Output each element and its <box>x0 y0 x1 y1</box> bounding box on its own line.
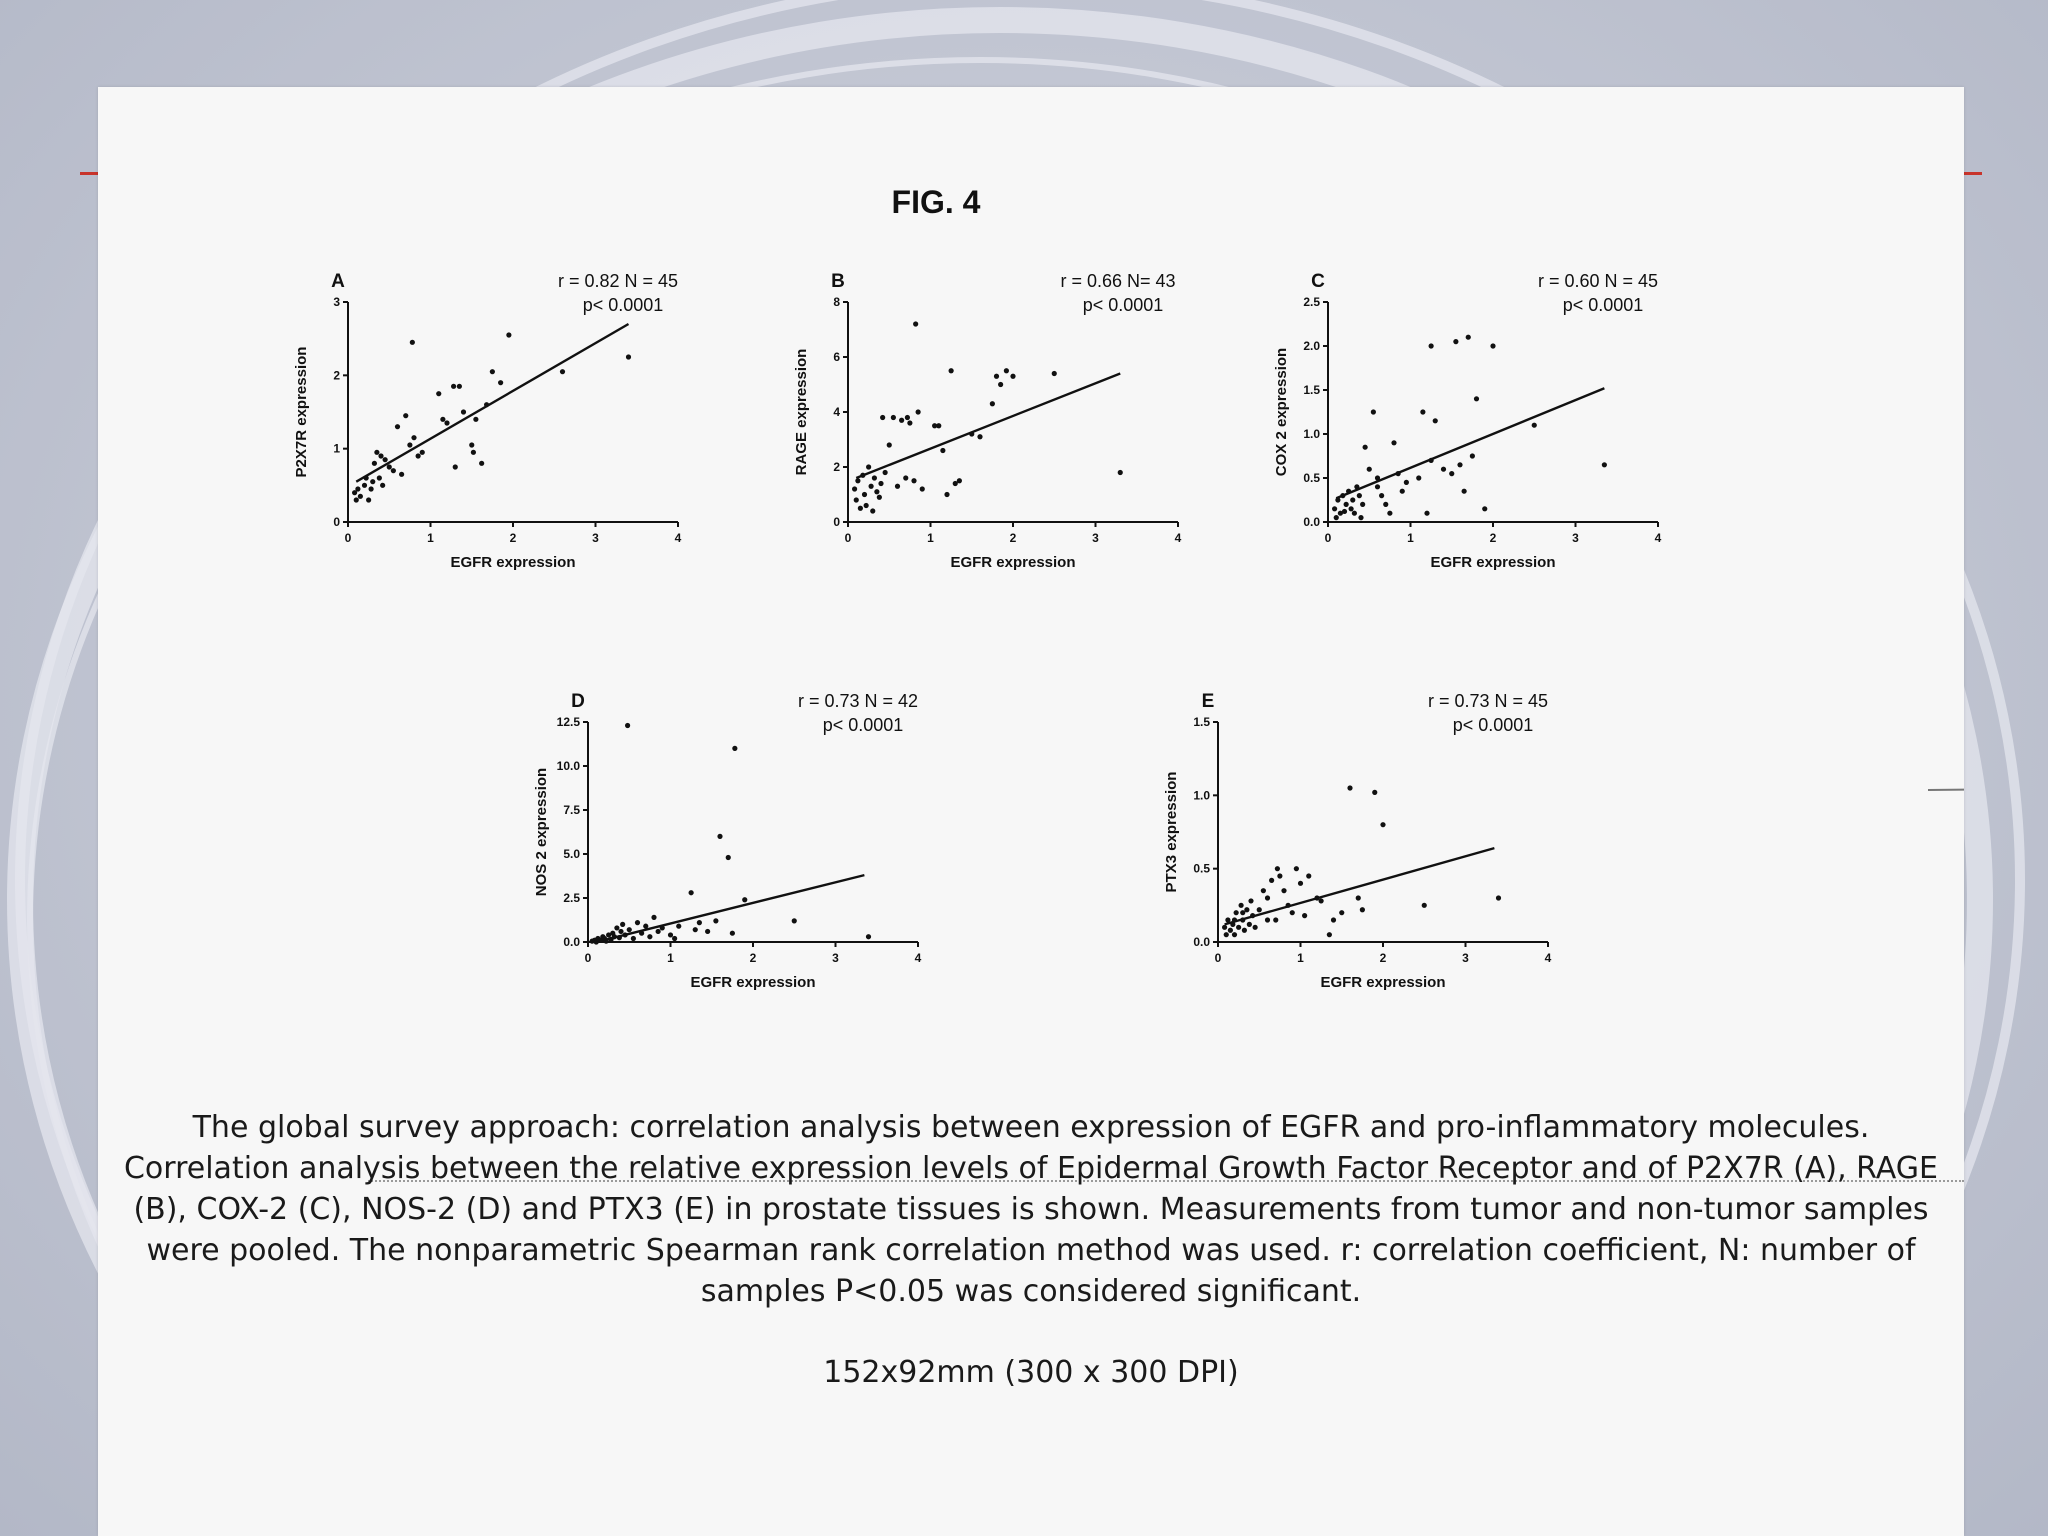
chart-b-data-point <box>957 478 962 483</box>
figure-caption <box>118 1107 1944 1393</box>
chart-d-data-point <box>631 936 636 941</box>
chart-a-data-point <box>399 472 404 477</box>
chart-c-x-tick-label: 3 <box>1572 531 1579 545</box>
chart-b-data-point <box>891 415 896 420</box>
chart-a-x-tick-label: 2 <box>509 531 517 545</box>
chart-e-data-point <box>1360 907 1365 912</box>
chart-c-data-point <box>1334 515 1339 520</box>
chart-c-data-point <box>1357 493 1362 498</box>
chart-d-data-point <box>713 918 718 923</box>
chart-a-x-tick-label: 0 <box>344 531 352 545</box>
chart-c-x-tick-label: 4 <box>1654 531 1662 545</box>
chart-a-data-point <box>358 494 363 499</box>
chart-c-x-tick-label: 2 <box>1489 531 1497 545</box>
chart-c-data-point <box>1424 511 1429 516</box>
chart-d-y-tick-label: 0.0 <box>563 935 580 949</box>
chart-d-data-point <box>643 924 648 929</box>
chart-e-data-point <box>1239 903 1244 908</box>
chart-c-y-axis-label: COX 2 expression <box>1273 347 1290 477</box>
scan-artifact <box>1928 787 1964 793</box>
chart-b-data-point <box>862 492 867 497</box>
chart-d-y-tick-label: 2.5 <box>563 891 580 905</box>
chart-e-data-point <box>1261 888 1266 893</box>
chart-b-data-point <box>870 508 875 513</box>
chart-b-data-point <box>936 423 941 428</box>
chart-b-stat-r: r = 0.66 N= 43 <box>1060 271 1176 291</box>
chart-e-y-tick-label: 0.0 <box>1193 935 1210 949</box>
chart-b-y-tick-label: 6 <box>833 350 840 364</box>
chart-panel-e <box>1118 687 1668 1032</box>
chart-e-stat-p: p< 0.0001 <box>1452 715 1534 735</box>
slide-accent-mark-right <box>1964 172 1982 175</box>
chart-c-data-point <box>1602 462 1607 467</box>
chart-a-x-axis-label: EGFR expression <box>450 554 576 571</box>
chart-b-data-point <box>855 478 860 483</box>
chart-b-data-point <box>1010 374 1015 379</box>
chart-c-stat-p: p< 0.0001 <box>1562 295 1644 315</box>
chart-d-data-point <box>617 935 622 940</box>
chart-c-data-point <box>1335 497 1340 502</box>
chart-a-data-point <box>560 369 565 374</box>
chart-a-data-point <box>378 453 383 458</box>
chart-c-x-axis-label: EGFR expression <box>1430 554 1556 571</box>
chart-e-data-point <box>1298 881 1303 886</box>
chart-b-data-point <box>883 470 888 475</box>
chart-a-data-point <box>354 497 359 502</box>
chart-a-data-point <box>498 380 503 385</box>
chart-a-data-point <box>411 435 416 440</box>
chart-b-data-point <box>872 475 877 480</box>
chart-b-panel-letter: B <box>831 271 845 292</box>
chart-a-y-tick-label: 0 <box>333 515 340 529</box>
chart-b-data-point <box>903 475 908 480</box>
chart-c-data-point <box>1404 480 1409 485</box>
chart-d-data-point <box>866 934 871 939</box>
chart-a-data-point <box>444 420 449 425</box>
chart-a-x-tick-label: 4 <box>674 531 682 545</box>
chart-c-stat-r: r = 0.60 N = 45 <box>1537 271 1659 291</box>
chart-e-data-point <box>1253 925 1258 930</box>
chart-e-data-point <box>1290 910 1295 915</box>
chart-a-data-point <box>366 497 371 502</box>
chart-a-data-point <box>380 483 385 488</box>
chart-b-data-point <box>895 484 900 489</box>
chart-e-y-tick-label: 1.5 <box>1193 715 1210 729</box>
chart-b-data-point <box>858 506 863 511</box>
chart-c-data-point <box>1490 343 1495 348</box>
chart-c-data-point <box>1350 497 1355 502</box>
chart-e-data-point <box>1240 917 1245 922</box>
chart-e-data-point <box>1224 932 1229 937</box>
chart-d-data-point <box>668 932 673 937</box>
chart-a-y-axis-label: P2X7R expression <box>293 346 310 478</box>
chart-a-data-point <box>420 450 425 455</box>
chart-e-svg <box>1118 687 1668 1027</box>
chart-b-data-point <box>880 415 885 420</box>
chart-a-data-point <box>469 442 474 447</box>
chart-b-data-point <box>969 431 974 436</box>
chart-a-stat-r: r = 0.82 N = 45 <box>557 271 679 291</box>
chart-d-data-point <box>732 746 737 751</box>
chart-e-data-point <box>1277 873 1282 878</box>
chart-b-data-point <box>920 486 925 491</box>
chart-d-data-point <box>627 927 632 932</box>
chart-c-data-point <box>1363 445 1368 450</box>
chart-c-data-point <box>1532 423 1537 428</box>
chart-d-x-tick-label: 2 <box>749 951 757 965</box>
chart-e-data-point <box>1222 925 1227 930</box>
chart-b-x-tick-label: 2 <box>1009 531 1017 545</box>
chart-c-data-point <box>1383 502 1388 507</box>
chart-b-data-point <box>877 495 882 500</box>
chart-a-data-point <box>372 461 377 466</box>
chart-a-data-point <box>374 450 379 455</box>
chart-e-data-point <box>1372 790 1377 795</box>
chart-e-y-axis-label: PTX3 expression <box>1163 771 1180 893</box>
chart-c-data-point <box>1349 506 1354 511</box>
chart-a-svg <box>248 267 798 607</box>
chart-c-y-tick-label: 0.0 <box>1303 515 1320 529</box>
chart-d-stat-p: p< 0.0001 <box>822 715 904 735</box>
chart-e-data-point <box>1286 903 1291 908</box>
chart-e-data-point <box>1306 873 1311 878</box>
chart-d-y-tick-label: 5.0 <box>563 847 580 861</box>
chart-c-data-point <box>1462 489 1467 494</box>
chart-d-svg <box>488 687 1038 1027</box>
chart-e-data-point <box>1339 910 1344 915</box>
chart-c-panel-letter: C <box>1311 271 1325 292</box>
scanned-figure-page <box>98 87 1964 1536</box>
chart-e-y-tick-label: 1.0 <box>1193 788 1210 803</box>
chart-b-data-point <box>916 409 921 414</box>
chart-b-data-point <box>1004 368 1009 373</box>
chart-e-x-tick-label: 0 <box>1214 951 1222 965</box>
chart-a-data-point <box>383 457 388 462</box>
chart-e-data-point <box>1380 822 1385 827</box>
chart-c-data-point <box>1482 506 1487 511</box>
chart-e-data-point <box>1232 917 1237 922</box>
caption-size: 152x92mm (300 x 300 DPI) <box>823 1355 1239 1390</box>
chart-b-y-tick-label: 2 <box>833 460 840 474</box>
chart-b-x-tick-label: 1 <box>927 531 934 545</box>
chart-e-data-point <box>1250 913 1255 918</box>
chart-b-data-point <box>874 489 879 494</box>
chart-c-y-tick-label: 1.0 <box>1303 427 1320 441</box>
chart-a-data-point <box>440 417 445 422</box>
chart-e-data-point <box>1347 785 1352 790</box>
chart-d-data-point <box>693 927 698 932</box>
chart-a-data-point <box>410 340 415 345</box>
chart-d-y-axis-label: NOS 2 expression <box>533 767 550 897</box>
chart-e-data-point <box>1265 917 1270 922</box>
chart-e-x-tick-label: 4 <box>1544 951 1552 965</box>
chart-a-data-point <box>391 468 396 473</box>
chart-e-panel-letter: E <box>1201 691 1215 712</box>
chart-d-data-point <box>730 931 735 936</box>
chart-d-data-point <box>792 918 797 923</box>
chart-a-data-point <box>407 442 412 447</box>
chart-c-data-point <box>1375 475 1380 480</box>
chart-c-data-point <box>1474 396 1479 401</box>
chart-b-data-point <box>887 442 892 447</box>
chart-b-data-point <box>864 503 869 508</box>
chart-d-data-point <box>612 934 617 939</box>
chart-b-data-point <box>977 434 982 439</box>
chart-d-x-tick-label: 0 <box>584 951 592 965</box>
chart-b-data-point <box>944 492 949 497</box>
chart-e-data-point <box>1269 878 1274 883</box>
chart-c-data-point <box>1453 339 1458 344</box>
chart-c-fit-line <box>1336 388 1604 498</box>
chart-panel-a <box>248 267 798 612</box>
chart-b-y-axis-label: RAGE expression <box>793 348 810 476</box>
chart-e-fit-line <box>1225 848 1495 924</box>
chart-d-data-point <box>635 920 640 925</box>
chart-a-panel-letter: A <box>331 271 345 292</box>
chart-c-svg <box>1228 267 1778 607</box>
chart-e-data-point <box>1228 928 1233 933</box>
chart-b-data-point <box>907 420 912 425</box>
chart-c-data-point <box>1360 502 1365 507</box>
chart-a-data-point <box>453 464 458 469</box>
chart-d-data-point <box>697 920 702 925</box>
chart-e-data-point <box>1281 888 1286 893</box>
chart-e-data-point <box>1225 917 1230 922</box>
chart-a-data-point <box>403 413 408 418</box>
chart-c-data-point <box>1358 515 1363 520</box>
chart-c-data-point <box>1342 509 1347 514</box>
chart-a-data-point <box>506 332 511 337</box>
chart-d-data-point <box>625 723 630 728</box>
chart-a-data-point <box>395 424 400 429</box>
chart-e-data-point <box>1234 910 1239 915</box>
chart-e-data-point <box>1273 917 1278 922</box>
chart-e-data-point <box>1247 922 1252 927</box>
caption-title: The global survey approach: correlation analysis between expression of EGFR and pro-inflammatory molecules. <box>192 1110 1870 1145</box>
chart-d-y-tick-label: 10.0 <box>556 759 580 773</box>
chart-e-x-tick-label: 2 <box>1379 951 1387 965</box>
chart-d-data-point <box>689 890 694 895</box>
chart-c-data-point <box>1470 453 1475 458</box>
chart-a-x-tick-label: 3 <box>592 531 599 545</box>
chart-c-data-point <box>1416 475 1421 480</box>
chart-c-data-point <box>1396 471 1401 476</box>
chart-a-data-point <box>490 369 495 374</box>
chart-d-data-point <box>604 939 609 944</box>
chart-e-data-point <box>1294 866 1299 871</box>
chart-a-data-point <box>436 391 441 396</box>
chart-a-y-tick-label: 3 <box>333 295 340 309</box>
chart-b-data-point <box>911 478 916 483</box>
caption-body: Correlation analysis between the relative expression levels of Epidermal Growth Factor Receptor and of P2X7R (A), RAGE (B), COX-2 (C), NOS-2 (D) and PTX3 (E) in prostate tissues is shown. Measurements from tumor and non-tumor samples were pooled. The nonparametric Spearman rank correlation method was used. r: correlation coefficient, N: number of samples P<0.05 was considered significant. <box>123 1151 1938 1309</box>
chart-e-stat-r: r = 0.73 N = 45 <box>1427 691 1549 711</box>
chart-b-data-point <box>998 382 1003 387</box>
chart-a-y-tick-label: 2 <box>333 368 340 383</box>
chart-a-data-point <box>461 409 466 414</box>
chart-c-data-point <box>1371 409 1376 414</box>
chart-b-data-point <box>990 401 995 406</box>
chart-e-x-tick-label: 1 <box>1297 951 1304 965</box>
chart-a-data-point <box>451 384 456 389</box>
chart-c-x-tick-label: 1 <box>1407 531 1414 545</box>
chart-d-data-point <box>618 929 623 934</box>
chart-c-data-point <box>1375 484 1380 489</box>
chart-a-data-point <box>457 384 462 389</box>
chart-b-data-point <box>1118 470 1123 475</box>
chart-d-data-point <box>620 922 625 927</box>
chart-a-data-point <box>626 354 631 359</box>
chart-b-x-tick-label: 3 <box>1092 531 1099 545</box>
chart-e-x-tick-label: 3 <box>1462 951 1469 965</box>
chart-c-x-tick-label: 0 <box>1324 531 1332 545</box>
chart-c-data-point <box>1449 471 1454 476</box>
chart-e-data-point <box>1236 925 1241 930</box>
chart-d-stat-r: r = 0.73 N = 42 <box>797 691 919 711</box>
chart-d-data-point <box>660 925 665 930</box>
chart-c-data-point <box>1433 418 1438 423</box>
chart-b-fit-line <box>856 374 1120 479</box>
chart-e-data-point <box>1331 917 1336 922</box>
chart-e-data-point <box>1257 907 1262 912</box>
chart-d-x-tick-label: 1 <box>667 951 674 965</box>
chart-c-data-point <box>1429 458 1434 463</box>
chart-a-data-point <box>362 483 367 488</box>
chart-a-y-tick-label: 1 <box>333 441 340 456</box>
chart-b-svg <box>748 267 1298 607</box>
chart-c-data-point <box>1367 467 1372 472</box>
chart-d-data-point <box>742 897 747 902</box>
chart-d-panel-letter: D <box>571 691 585 712</box>
chart-c-data-point <box>1429 343 1434 348</box>
chart-b-x-tick-label: 4 <box>1174 531 1182 545</box>
chart-b-data-point <box>860 473 865 478</box>
chart-a-data-point <box>471 450 476 455</box>
chart-a-data-point <box>370 479 375 484</box>
chart-d-data-point <box>623 932 628 937</box>
chart-b-data-point <box>940 448 945 453</box>
chart-a-data-point <box>364 475 369 480</box>
chart-panel-c <box>1228 267 1778 612</box>
chart-c-y-tick-label: 2.5 <box>1303 295 1320 309</box>
chart-d-data-point <box>717 834 722 839</box>
chart-c-data-point <box>1332 506 1337 511</box>
chart-b-stat-p: p< 0.0001 <box>1082 295 1164 315</box>
chart-c-data-point <box>1354 484 1359 489</box>
chart-a-data-point <box>369 486 374 491</box>
chart-c-data-point <box>1466 335 1471 340</box>
chart-b-x-tick-label: 0 <box>844 531 852 545</box>
chart-d-data-point <box>647 934 652 939</box>
chart-c-data-point <box>1400 489 1405 494</box>
chart-b-data-point <box>1052 371 1057 376</box>
chart-b-data-point <box>949 368 954 373</box>
chart-b-data-point <box>905 415 910 420</box>
chart-e-data-point <box>1265 895 1270 900</box>
chart-e-data-point <box>1422 903 1427 908</box>
chart-b-data-point <box>866 464 871 469</box>
chart-d-data-point <box>639 931 644 936</box>
chart-b-data-point <box>899 418 904 423</box>
chart-b-data-point <box>913 321 918 326</box>
chart-e-data-point <box>1275 866 1280 871</box>
chart-c-data-point <box>1441 467 1446 472</box>
chart-c-data-point <box>1340 493 1345 498</box>
chart-c-data-point <box>1457 462 1462 467</box>
chart-a-data-point <box>416 453 421 458</box>
chart-d-data-point <box>726 855 731 860</box>
chart-b-y-tick-label: 8 <box>833 295 840 309</box>
chart-e-x-axis-label: EGFR expression <box>1320 974 1446 991</box>
chart-b-data-point <box>869 484 874 489</box>
chart-e-data-point <box>1240 910 1245 915</box>
chart-d-y-tick-label: 12.5 <box>556 715 580 729</box>
chart-c-data-point <box>1420 409 1425 414</box>
chart-c-y-tick-label: 2.0 <box>1303 339 1320 353</box>
chart-e-data-point <box>1232 932 1237 937</box>
chart-d-x-tick-label: 3 <box>832 951 839 965</box>
figure-title: FIG. 4 <box>891 184 981 220</box>
chart-c-data-point <box>1379 493 1384 498</box>
chart-d-data-point <box>676 924 681 929</box>
chart-c-y-tick-label: 1.5 <box>1303 383 1320 397</box>
chart-d-data-point <box>672 936 677 941</box>
chart-b-y-tick-label: 0 <box>833 515 840 529</box>
chart-c-data-point <box>1346 489 1351 494</box>
chart-a-data-point <box>355 486 360 491</box>
chart-d-data-point <box>614 925 619 930</box>
chart-e-data-point <box>1356 895 1361 900</box>
chart-panel-d <box>488 687 1038 1032</box>
chart-a-fit-line <box>356 324 628 482</box>
chart-c-data-point <box>1344 502 1349 507</box>
chart-b-data-point <box>994 374 999 379</box>
chart-a-x-tick-label: 1 <box>427 531 434 545</box>
chart-e-data-point <box>1302 913 1307 918</box>
chart-d-data-point <box>651 915 656 920</box>
chart-b-data-point <box>852 486 857 491</box>
chart-c-data-point <box>1391 440 1396 445</box>
chart-e-data-point <box>1327 932 1332 937</box>
chart-a-data-point <box>473 417 478 422</box>
chart-d-x-tick-label: 4 <box>914 951 922 965</box>
slide-accent-mark-left <box>80 172 100 175</box>
chart-b-y-tick-label: 4 <box>833 405 840 419</box>
chart-d-x-axis-label: EGFR expression <box>690 974 816 991</box>
chart-d-data-point <box>656 929 661 934</box>
chart-e-y-tick-label: 0.5 <box>1193 861 1210 876</box>
chart-e-data-point <box>1242 928 1247 933</box>
chart-b-data-point <box>878 481 883 486</box>
chart-c-y-tick-label: 0.5 <box>1303 471 1320 485</box>
chart-d-y-tick-label: 7.5 <box>563 803 580 817</box>
chart-e-data-point <box>1496 895 1501 900</box>
chart-e-data-point <box>1319 898 1324 903</box>
chart-e-data-point <box>1248 898 1253 903</box>
chart-a-data-point <box>377 475 382 480</box>
chart-a-stat-p: p< 0.0001 <box>582 295 664 315</box>
chart-a-data-point <box>387 464 392 469</box>
chart-b-x-axis-label: EGFR expression <box>950 554 1076 571</box>
chart-a-data-point <box>479 461 484 466</box>
chart-a-data-point <box>484 402 489 407</box>
chart-d-data-point <box>705 929 710 934</box>
chart-b-data-point <box>854 497 859 502</box>
chart-c-data-point <box>1387 511 1392 516</box>
chart-panel-b <box>748 267 1298 612</box>
chart-c-data-point <box>1352 511 1357 516</box>
